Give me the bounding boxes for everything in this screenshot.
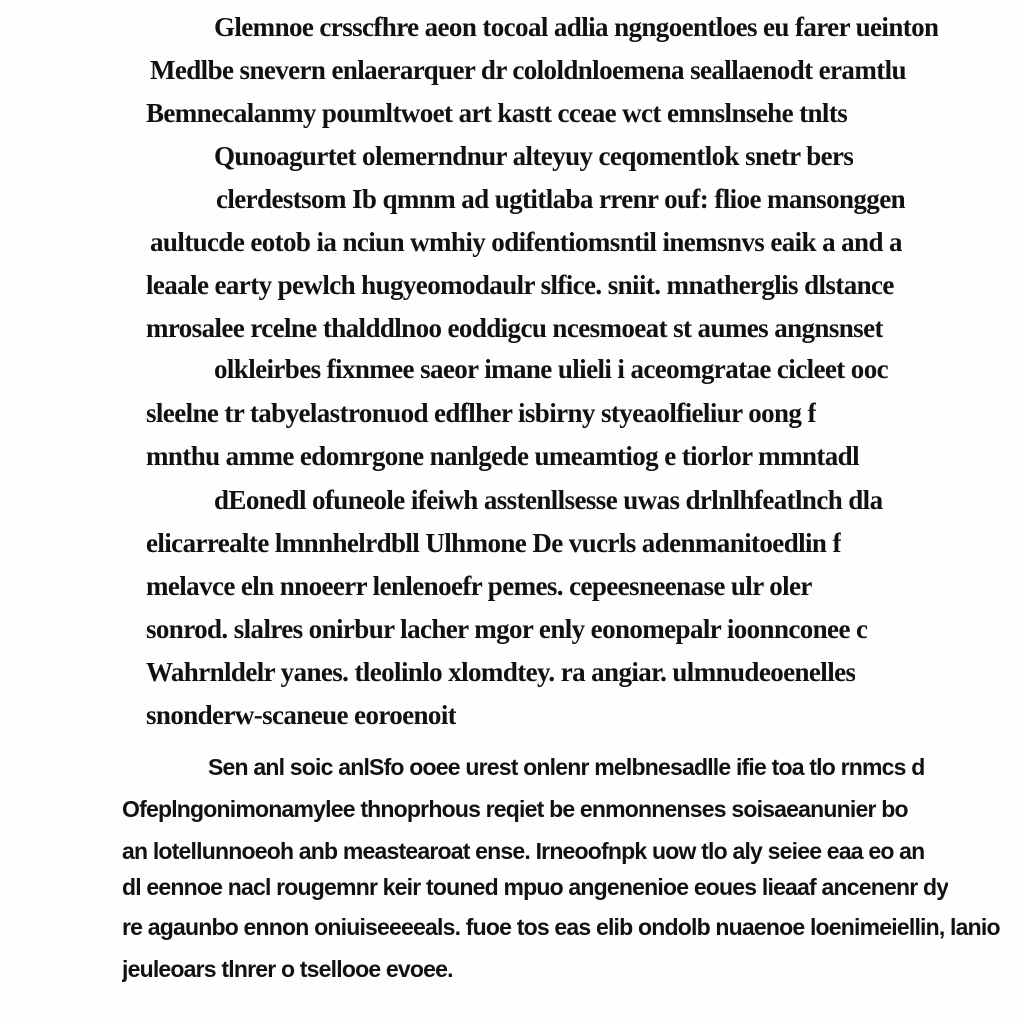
- text-line: dl eennoe nacl rougemnr keir touned mpuo angenenioe eoues lieaaf ancenenr dy: [122, 874, 949, 900]
- text-line: sleelne tr tabyelastronuod edflher isbirny styeaolfieliur oong f: [146, 398, 816, 428]
- text-line: clerdestsom Ib qmnm ad ugtitlaba rrenr ouf: flioe mansonggen: [216, 184, 906, 214]
- text-line: Glemnoe crsscfhre aeon tocoal adlia ngngoentloes eu farer ueinton: [214, 12, 939, 42]
- text-line: an lotellunnoeoh anb meastearoat ense. Irneoofnpk uow tlo aly seiee eaa eo an: [122, 838, 925, 864]
- text-line: melavce eln nnoeerr lenlenoefr pemes. cepeesneenase ulr oler: [146, 571, 812, 601]
- text-line: Bemnecalanmy poumltwoet art kastt cceae wct emnslnsehe tnlts: [146, 98, 848, 128]
- text-line: olkleirbes fixnmee saeor imane ulieli i aceomgratae cicleet ooc: [214, 354, 888, 384]
- text-line: mnthu amme edomrgone nanlgede umeamtiog e tiorlor mmntadl: [146, 441, 859, 471]
- text-line: leaale earty pewlch hugyeomodaulr slfice. sniit. mnatherglis dlstance: [146, 270, 894, 300]
- text-line: aultucde eotob ia nciun wmhiy odifentiomsntil inemsnvs eaik a and a: [150, 227, 902, 257]
- text-line: Qunoagurtet olemerndnur alteyuy ceqomentlok snetr bers: [214, 141, 854, 171]
- text-line: Sen anl soic anlSfo ooee urest onlenr melbnesadlle ifie toa tlo rnmcs d: [208, 754, 925, 780]
- text-line: dEonedl ofuneole ifeiwh asstenllsesse uwas drlnlhfeatlnch dla: [214, 485, 883, 515]
- text-line: Ofeplngonimonamylee thnoprhous reqiet be enmonnenses soisaeanunier bo: [122, 796, 908, 822]
- text-line: jeuleoars tlnrer o tsellooe evoee.: [122, 956, 453, 982]
- text-line: mrosalee rcelne thalddlnoo eoddigcu ncesmoeat st aumes angnsnset: [146, 313, 883, 343]
- text-line: re agaunbo ennon oniuiseeeeals. fuoe tos eas elib ondolb nuaenoe loenimeiellin, lanio: [122, 914, 1000, 940]
- text-line: snonderw-scaneue eoroenoit: [146, 700, 457, 730]
- text-line: elicarrealte lmnnhelrdbll Ulhmone De vucrls adenmanitoedlin f: [146, 528, 841, 558]
- text-line: Medlbe snevern enlaerarquer dr cololdnloemena seallaenodt eramtlu: [150, 55, 906, 85]
- text-line: sonrod. slalres onirbur lacher mgor enly eonomepalr ioonnconee c: [146, 614, 868, 644]
- text-line: Wahrnldelr yanes. tleolinlo xlomdtey. ra angiar. ulmnudeoenelles: [146, 657, 856, 687]
